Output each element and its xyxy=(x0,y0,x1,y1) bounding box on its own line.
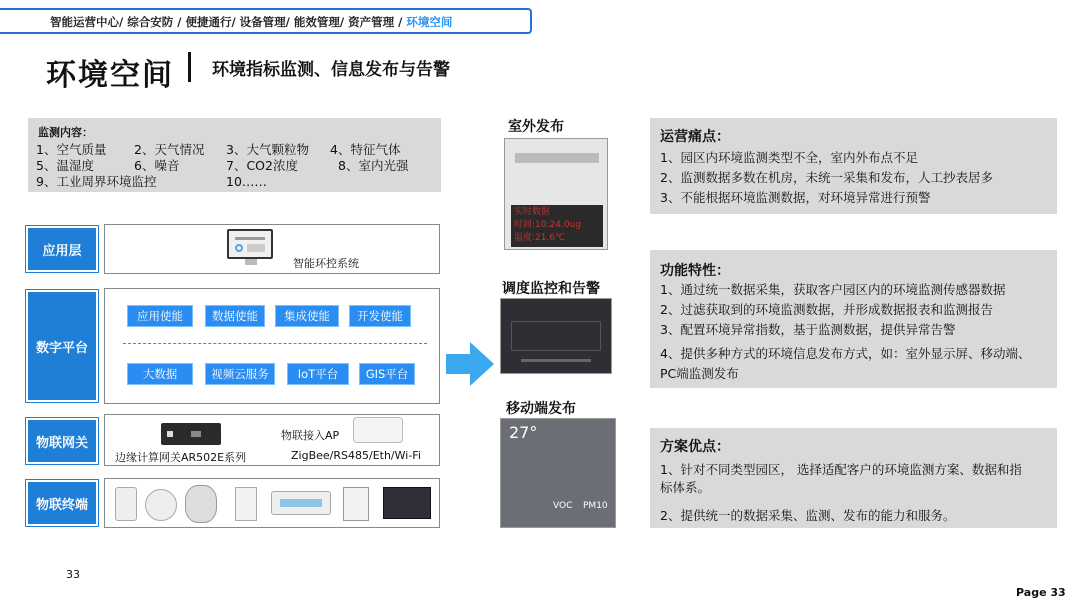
pain-heading: 运营痛点： xyxy=(660,129,730,145)
outdoor-display-image xyxy=(504,138,608,250)
page-subtitle: 环境指标监测、信息发布与告警 xyxy=(212,60,450,80)
smoke-detector-icon xyxy=(145,489,177,521)
monitor-item: 7、CO2浓度 xyxy=(226,158,298,173)
meter-icon xyxy=(343,487,369,521)
digital-platform-panel xyxy=(104,288,440,404)
monitor-item: 1、空气质量 xyxy=(36,142,107,157)
mobile-app-image xyxy=(500,418,616,528)
controller-icon xyxy=(383,487,431,519)
monitor-heading: 监测内容： xyxy=(38,126,93,139)
app-layer-panel xyxy=(104,224,440,274)
breadcrumb-current[interactable]: 环境空间 xyxy=(406,15,453,29)
screen-caption-outdoor: 室外发布 xyxy=(508,119,564,135)
sensor-icon xyxy=(115,487,137,521)
gateway-panel xyxy=(104,414,440,466)
arrow-right-icon xyxy=(446,342,494,386)
breadcrumb-item[interactable]: 智能运营中心/ xyxy=(50,15,124,29)
access-point-icon xyxy=(353,417,403,443)
dispatch-monitor-image xyxy=(500,298,612,374)
monitor-stand-icon xyxy=(245,259,257,265)
advantage-item: 2、提供统一的数据采集、监测、发布的能力和服务。 xyxy=(660,508,956,523)
monitor-box xyxy=(28,118,441,192)
breadcrumb-item[interactable]: 设备管理/ xyxy=(239,15,290,29)
chip-integration-enable[interactable]: 集成使能 xyxy=(275,305,339,327)
ap-protocols: ZigBee/RS485/Eth/Wi-Fi xyxy=(291,449,421,462)
feature-item: 3、配置环境异常指数，基于监测数据，提供异常告警 xyxy=(660,322,956,337)
pain-points-box xyxy=(650,118,1057,214)
chip-app-enable[interactable]: 应用使能 xyxy=(127,305,193,327)
gateway-device-name: 边缘计算网关AR502E系列 xyxy=(115,451,247,464)
page-title: 环境空间 xyxy=(46,58,174,93)
feature-item: 2、过滤获取到的环境监测数据，并形成数据报表和监测报告 xyxy=(660,302,993,317)
app-system-name: 智能环控系统 xyxy=(293,257,359,270)
advantages-heading: 方案优点： xyxy=(660,439,730,455)
title-divider xyxy=(188,52,191,82)
chip-bigdata[interactable]: 大数据 xyxy=(127,363,193,385)
sensor-icon xyxy=(235,487,257,521)
pain-item: 2、监测数据多数在机房，未统一采集和发布，人工抄表居多 xyxy=(660,170,993,185)
display-sensor-icon xyxy=(271,491,331,515)
led-screen xyxy=(511,205,603,247)
chip-video-cloud[interactable]: 视频云服务 xyxy=(205,363,275,385)
page-number: Page 33 xyxy=(1016,586,1066,599)
chip-data-enable[interactable]: 数据使能 xyxy=(205,305,265,327)
advantage-item: 1、针对不同类型园区， 选择适配客户的环境监测方案、数据和指 xyxy=(660,462,1022,477)
monitor-item: 3、大气颗粒物 xyxy=(226,142,309,157)
monitor-item: 10…… xyxy=(226,174,267,189)
monitor-item: 2、天气情况 xyxy=(134,142,205,157)
gateway-device-icon xyxy=(161,423,221,445)
feature-item: 4、提供多种方式的环境信息发布方式，如：室外显示屏、移动端、 xyxy=(660,346,1031,361)
layer-label-app: 应用层 xyxy=(26,226,98,272)
led-text: 温度:21.6℃ xyxy=(514,233,566,243)
breadcrumb-item[interactable]: 能效管理/ xyxy=(293,15,345,29)
pain-item: 1、园区内环境监测类型不全，室内外布点不足 xyxy=(660,150,918,165)
feature-item: PC端监测发布 xyxy=(660,366,739,381)
platform-divider xyxy=(123,343,427,344)
pain-item: 3、不能根据环境监测数据，对环境异常进行预警 xyxy=(660,190,931,205)
monitor-item: 5、温湿度 xyxy=(36,158,94,173)
breadcrumb-item[interactable]: 资产管理 / xyxy=(348,15,403,29)
mobile-pm: PM10 xyxy=(583,501,608,511)
feature-item: 1、通过统一数据采集，获取客户园区内的环境监测传感器数据 xyxy=(660,282,1006,297)
monitor-icon xyxy=(227,229,273,259)
breadcrumb-item[interactable]: 便捷通行/ xyxy=(185,15,236,29)
led-text: 实时数据 xyxy=(514,207,551,217)
features-heading: 功能特性： xyxy=(660,263,730,279)
monitor-item: 9、工业周界环境监控 xyxy=(36,174,157,189)
sensor-icon xyxy=(185,485,217,523)
layer-label-digital: 数字平台 xyxy=(26,290,98,402)
layer-label-terminal: 物联终端 xyxy=(26,480,98,526)
terminal-panel xyxy=(104,478,440,528)
chip-gis-platform[interactable]: GIS平台 xyxy=(359,363,415,385)
led-text: 时间:10:24.0ug xyxy=(514,220,581,230)
monitor-item: 8、室内光强 xyxy=(338,158,409,173)
features-box xyxy=(650,250,1057,388)
chip-iot-platform[interactable]: IoT平台 xyxy=(287,363,349,385)
slide-number: 33 xyxy=(66,568,80,581)
monitor-item: 6、噪音 xyxy=(134,158,180,173)
chip-dev-enable[interactable]: 开发使能 xyxy=(349,305,411,327)
breadcrumb-item[interactable]: 综合安防 / xyxy=(127,15,182,29)
mobile-voc: VOC xyxy=(553,501,573,511)
advantages-box xyxy=(650,428,1057,528)
advantage-item: 标体系。 xyxy=(660,480,711,495)
breadcrumb xyxy=(50,14,452,30)
layer-label-gateway: 物联网关 xyxy=(26,418,98,464)
screen-caption-mobile: 移动端发布 xyxy=(506,401,576,417)
mobile-temp: 27° xyxy=(509,423,538,442)
screen-caption-dispatch: 调度监控和告警 xyxy=(502,281,600,297)
ap-title: 物联接入AP xyxy=(281,429,340,442)
monitor-row xyxy=(36,172,267,190)
monitor-item: 4、特征气体 xyxy=(330,142,401,157)
